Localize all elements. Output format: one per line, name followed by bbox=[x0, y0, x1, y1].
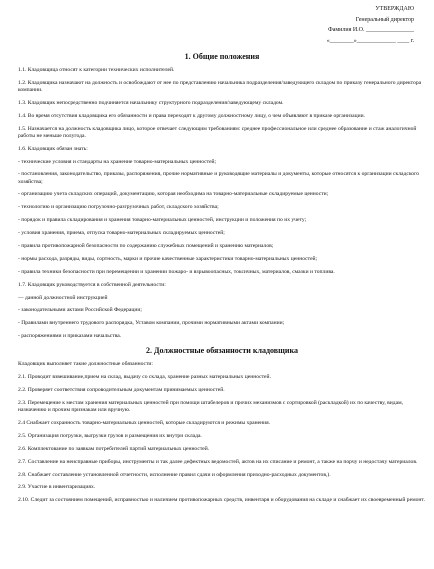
paragraph: - Правилами внутреннего трудового распорядка, Уставом компании, прочими нормативными актами компании; bbox=[18, 320, 285, 327]
section-2-body bbox=[18, 361, 426, 504]
paragraph: - порядок и правила складирования и хранения товарно-материальных ценностей, инструкции и положения по их учету; bbox=[18, 217, 307, 224]
approval-block bbox=[18, 4, 426, 46]
paragraph: - законодательными актами Российской Федерации; bbox=[18, 307, 142, 314]
paragraph: 2.1. Проводит взвешивание,прием на склад, выдачу со склада, хранение разных материальных ценностей. bbox=[18, 374, 271, 381]
paragraph: — данной должностной инструкцией bbox=[18, 294, 108, 301]
paragraph: - нормы расхода, разряды, виды, сортность, марки и прочие качественные характеристики товарно-материальных ценностей; bbox=[18, 255, 318, 262]
paragraph: - технологию и организацию погрузочно-разгрузочных работ, складского хозяйства; bbox=[18, 204, 219, 211]
paragraph: 1.6. Кладовщик обязан знать: bbox=[18, 145, 88, 152]
paragraph: 2.3. Перемещение к местам хранения материальных ценностей при помощи штабелеров и прочих механизмов с сортировкой (раскладкой) их по качеству, видам, назначению и прочим признакам или вручную. bbox=[18, 399, 404, 414]
paragraph: 1.1. Кладовщица относят к категории технических исполнителей. bbox=[18, 67, 175, 73]
paragraph: 2.7. Составление на неисправные приборы, инструменты и так далее дефектных ведомостей, актов на их списание и ремонт, а также на порчу и недостачу материалов. bbox=[18, 458, 418, 465]
paragraph: 2.6. Комплектование по заявкам потребителей партий материальных ценностей. bbox=[18, 445, 210, 452]
paragraph: 2.10. Следит за состоянием помещений, исправностью и наличием противопожарных средств, инвентаря и оборудования на складе и снабжает их своевременный ремонт. bbox=[18, 497, 425, 504]
paragraph: - правила техники безопасности при перемещении и хранении пожаро- и взрывоопасных, токсичных, материалов, смазки и топлива. bbox=[18, 268, 335, 275]
paragraph: 1.5. Назначается на должность кладовщика лицо, которое отвечает следующим требованиям: среднее профессиональное или среднее образование и стаж аналогичной работы не меньше полугода. bbox=[18, 125, 417, 139]
paragraph: - организацию учета складских операций, документацию, которая необходима на товарно-материальные складируемые ценности; bbox=[18, 191, 329, 198]
paragraph: 1.4. Во время отсутствия кладовщика его обязанности и права переходят к другому должностному лицу, о чем объявляют в приказе организации. bbox=[18, 112, 365, 119]
paragraph: 2.5. Организация погрузки, выгрузки грузов и размещения их внутри склада. bbox=[18, 432, 202, 439]
section-1-title: 1. Общие положения bbox=[184, 52, 260, 61]
paragraph: 2.4 Снабжает сохранность товарно-материальных ценностей, которые складируются и режимы хранения. bbox=[18, 419, 271, 426]
paragraph: - условия хранения, приема, отпуска товарно-материальных складируемых ценностей; bbox=[18, 230, 225, 237]
paragraph: 2.2. Проверяет соответствия сопроводительным документам принимаемых ценностей. bbox=[18, 387, 225, 394]
paragraph: 2.8. Снабжает составление установленной отчетности, исполнение правил сдачи и оформления приходно-расходных документов,). bbox=[18, 471, 331, 478]
approval-date-line: «________»_____________ ____ г. bbox=[326, 37, 414, 44]
paragraph: - постановления, законодательство, приказы, распоряжения, прочие нормативные и руководящие материалы и документы, которые относятся к организации складского хозяйства; bbox=[18, 171, 420, 185]
paragraph: 1.7. Кладовщик руководствуется в собственной деятельности: bbox=[18, 281, 166, 288]
paragraph: 1.3. Кладовщик непосредственно подчиняется начальнику структурного подразделения/заведующему складом. bbox=[18, 99, 284, 106]
section-1-body bbox=[18, 67, 426, 340]
paragraph: - технические условия и стандарты на хранение товарно-материальных ценностей; bbox=[18, 158, 217, 165]
approver-position: Генеральный директор bbox=[355, 16, 414, 23]
paragraph: - правила противопожарной безопасности по содержанию служебных помещений и хранению материалов; bbox=[18, 242, 274, 249]
paragraph: Кладовщик выполняет такие должностные обязанности: bbox=[18, 361, 153, 368]
paragraph: 2.9. Участие в инвентаризациях. bbox=[18, 484, 96, 491]
approver-name-line: Фамилия И.О. ________________ bbox=[327, 27, 414, 33]
paragraph: 1.2. Кладовщика назначают на должность и освобождают от нее по представлению начальника подразделения/заведующего складом по приказу генерального директора компании. bbox=[18, 79, 422, 93]
paragraph: - распоряжениями и приказами начальства. bbox=[18, 333, 122, 340]
section-2-title: 2. Должностные обязанности кладовщика bbox=[146, 346, 298, 356]
approve-label: УТВЕРЖДАЮ bbox=[375, 6, 414, 12]
